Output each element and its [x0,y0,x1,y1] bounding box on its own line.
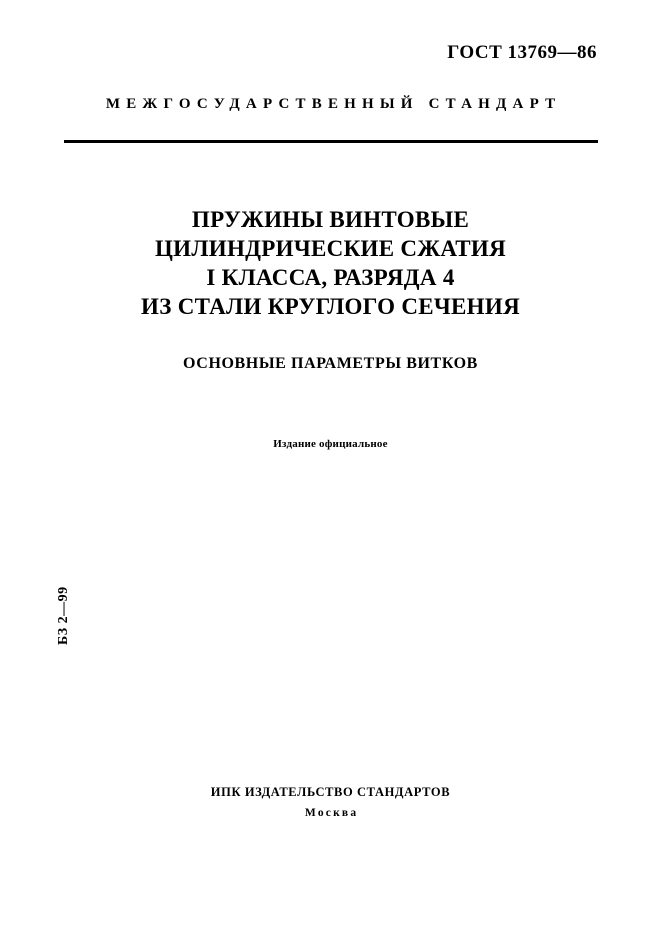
side-margin-code: БЗ 2—99 [56,586,71,645]
header-divider-rule [64,140,598,143]
standard-code: ГОСТ 13769—86 [447,42,597,63]
title-line-3: I КЛАССА, РАЗРЯДА 4 [206,265,455,290]
publisher-city: Москва [304,807,359,819]
interstate-standard-label: МЕЖГОСУДАРСТВЕННЫЙ СТАНДАРТ [105,96,562,112]
document-title [70,205,591,321]
title-line-1: ПРУЖИНЫ ВИНТОВЫЕ [191,207,470,232]
document-subtitle: ОСНОВНЫЕ ПАРАМЕТРЫ ВИТКОВ [183,355,478,372]
title-line-4: ИЗ СТАЛИ КРУГЛОГО СЕЧЕНИЯ [141,294,520,319]
edition-note: Издание официальное [273,438,388,450]
publisher-block [70,785,591,819]
title-line-2: ЦИЛИНДРИЧЕСКИЕ СЖАТИЯ [154,236,507,261]
publisher-name: ИПК ИЗДАТЕЛЬСТВО СТАНДАРТОВ [210,785,451,799]
